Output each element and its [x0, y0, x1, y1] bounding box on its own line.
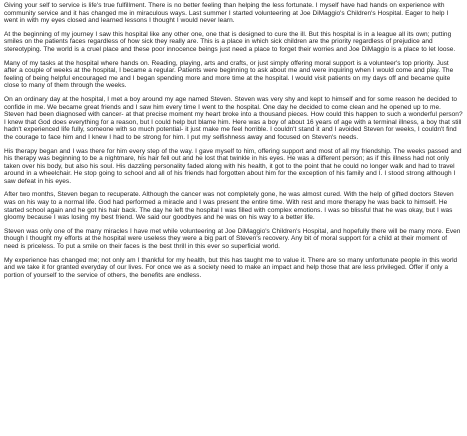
essay-paragraph-6: After two months, Steven began to recuperate. Although the cancer was not completely gone, he was almost cured. With the help of gifted doctors Steven was on his way to a normal life. God had performed a miracle and I was present the entire time. With rest and more therapy he was back to himself. He started school again and he got his hair back. The day he left the hospital I was filled with complex emotions. I was so blissful that he was okay, but I was gloomy because I was losing my best friend. We said our goodbyes and he was on his way to a better life. — [4, 191, 454, 222]
essay-paragraph-1: Giving your self to service is life's true fulfillment. There is no better feeling than helping the less fortunate. I myself have had hands on experience with community service and it has changed me in miraculous ways. Last summer I started volunteering at Joe DiMaggio's Children's Hospital. Eager to help I went in with my eyes closed and learned lessons I thought I would never learn. — [4, 2, 449, 25]
essay-paragraph-2: At the beginning of my journey I saw this hospital like any other one, one that is designed to cure the ill. But this hospital is in a league all its own; putting smiles on the patients faces regardless of how sick they really are. This is a place in which sick children are the priority regardless of prejudice and stereotyping. The world is a cruel place and these poor innocence beings just need a place to forget their worries and Joe DiMaggio is a place to let loose. — [4, 30, 456, 53]
essay-paragraph-3: Many of my tasks at the hospital where hands on. Reading, playing, arts and crafts, or just simply offering moral support is a volunteer's top priority. Just after a couple of weeks at the hospital, I became a regular. Patients were beginning to ask about me and were inquiring when I would come and play. The feeling of being helpful encouraged me and I began spending more and more time at the hospital. I would visit patients on my days off and became quite close to many of them through the weeks. — [4, 59, 454, 90]
essay-paragraph-8: My experience has changed me; not only am I thankful for my health, but this has taught me to value it. There are so many unfortunate people in this world and we take it for granted everyday of our lives. For once we as a society need to make an impact and help those that are less privileged. Offer if only a portion of yourself to the service of others, the benefits are endless. — [4, 256, 458, 279]
essay-paragraph-5: His therapy began and I was there for him every step of the way. I gave myself to him, offering support and most of all my friendship. The weeks passed and his therapy was beginning to be a nightmare, his hair fell out and he lost that twinkle in his eyes. He was a different person; as if this illness had not only taken over his body, but also his soul. His dazzling personality faded along with his health, it got to the point that he could no longer walk and had to travel around in a wheelchair. He stop going to school and all of his friends had forgotten about him for the exception of his family and I. I stood strong although I saw defeat in his eyes. — [4, 147, 462, 185]
essay-paragraph-4: On an ordinary day at the hospital, I met a boy around my age named Steven. Steven was very shy and kept to himself and for some reason he decided to confide in me. We became great friends and I saw him every time I went to the hospital. One day he decided to come clean and he opened up to me. Steven had been diagnosed with cancer- at that precise moment my heart broke into a thousand pieces. How could this happen to such a wonderful person? I knew that God does everything for a reason, but I could help but blame him. Here was a boy of about 16 years of age with a terminal illness, a boy that still hadn't experienced life fully, someone with so much potential- it just make me feel horrible. I couldn't stand it and I avoided Steven for weeks, I couldn't find the courage to face him and I knew I had to be strong for him. I put my selfishness away and focused on Steven's needs. — [4, 95, 463, 141]
essay-paragraph-7: Steven was only one of the many miracles I have met while volunteering at Joe DiMaggio's Children's Hospital, and hopefully there will be many more. Even though I thought my efforts at the hospital were useless they were a big part of Steven's recovery. Any bit of moral support for a child at their moment of need is priceless. To put a smile on their faces is the best thrill in this ever so superficial world. — [4, 227, 461, 251]
